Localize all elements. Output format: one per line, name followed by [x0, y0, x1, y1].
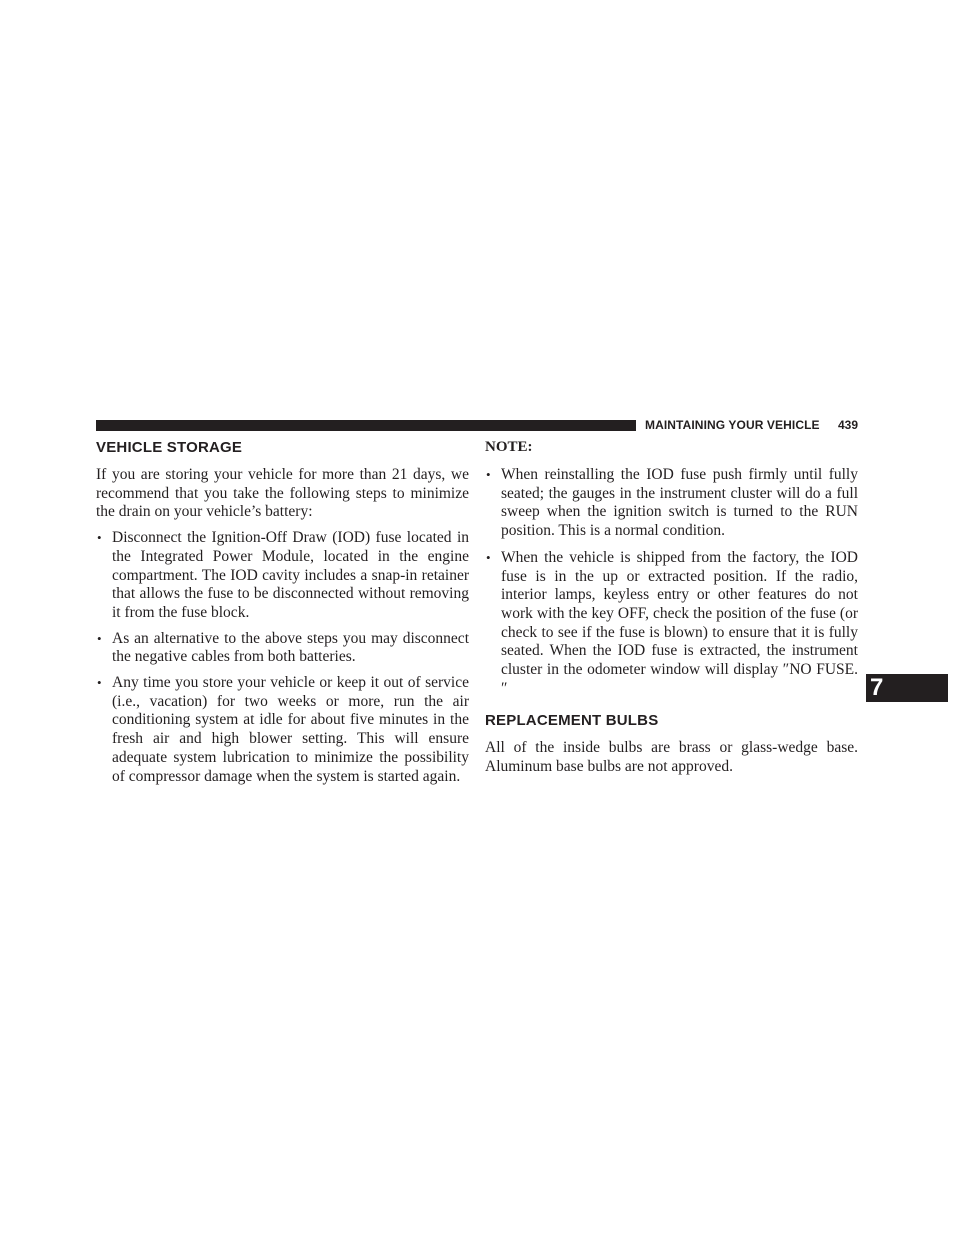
bullet-icon: •: [97, 675, 102, 691]
list-item: • Any time you store your vehicle or keep it out of service (i.e., vacation) for two weeks or more, run the air conditioning system at idle for about five minutes in the fresh air and high blower setting. This will ensure adequate system lubrication to minimize the possibility of compressor damage when the system is started again.: [97, 674, 469, 785]
right-column: [485, 438, 858, 777]
note-list: [485, 466, 858, 698]
list-item: • When reinstalling the IOD fuse push firmly until fully seated; the gauges in the instrument cluster will do a full sweep when the ignition switch is turned to the RUN position. This is a normal condition.: [486, 466, 858, 540]
vehicle-storage-list: [96, 529, 469, 786]
list-item: • When the vehicle is shipped from the factory, the IOD fuse is in the up or extracted position. If the radio, interior lamps, keyless entry or other features do not work with the key OFF, check the position of the fuse (or check to see if the fuse is blown) to ensure that it is fully seated. When the IOD fuse is extracted, the instrument cluster in the odometer window will display ″NO FUSE.″: [486, 548, 858, 697]
vehicle-storage-heading: VEHICLE STORAGE: [96, 439, 243, 456]
bullet-icon: •: [97, 530, 102, 546]
chapter-tab: 7: [866, 674, 948, 702]
bullet-icon: •: [486, 467, 491, 482]
vehicle-storage-intro: If you are storing your vehicle for more than 21 days, we recommend that you take the following steps to minimize the drain on your vehicle’s battery:: [96, 466, 469, 521]
list-item: • As an alternative to the above steps you may disconnect the negative cables from both batteries.: [97, 629, 469, 666]
page-number: 439: [838, 418, 859, 432]
replacement-bulbs-text: All of the inside bulbs are brass or glass-wedge base. Aluminum base bulbs are not approved.: [485, 739, 858, 776]
note-label: NOTE:: [485, 439, 533, 455]
running-header-title: MAINTAINING YOUR VEHICLE: [645, 418, 820, 432]
left-column: [96, 438, 469, 786]
header-rule: [96, 420, 636, 431]
bullet-icon: •: [97, 630, 102, 646]
replacement-bulbs-heading: REPLACEMENT BULBS: [485, 712, 659, 730]
list-item: • Disconnect the Ignition-Off Draw (IOD) fuse located in the Integrated Power Module, located in the engine compartment. The IOD cavity includes a snap-in retainer that allows the fuse to be disconnected without removing it from the fuse block.: [97, 529, 469, 621]
bullet-icon: •: [486, 549, 491, 565]
